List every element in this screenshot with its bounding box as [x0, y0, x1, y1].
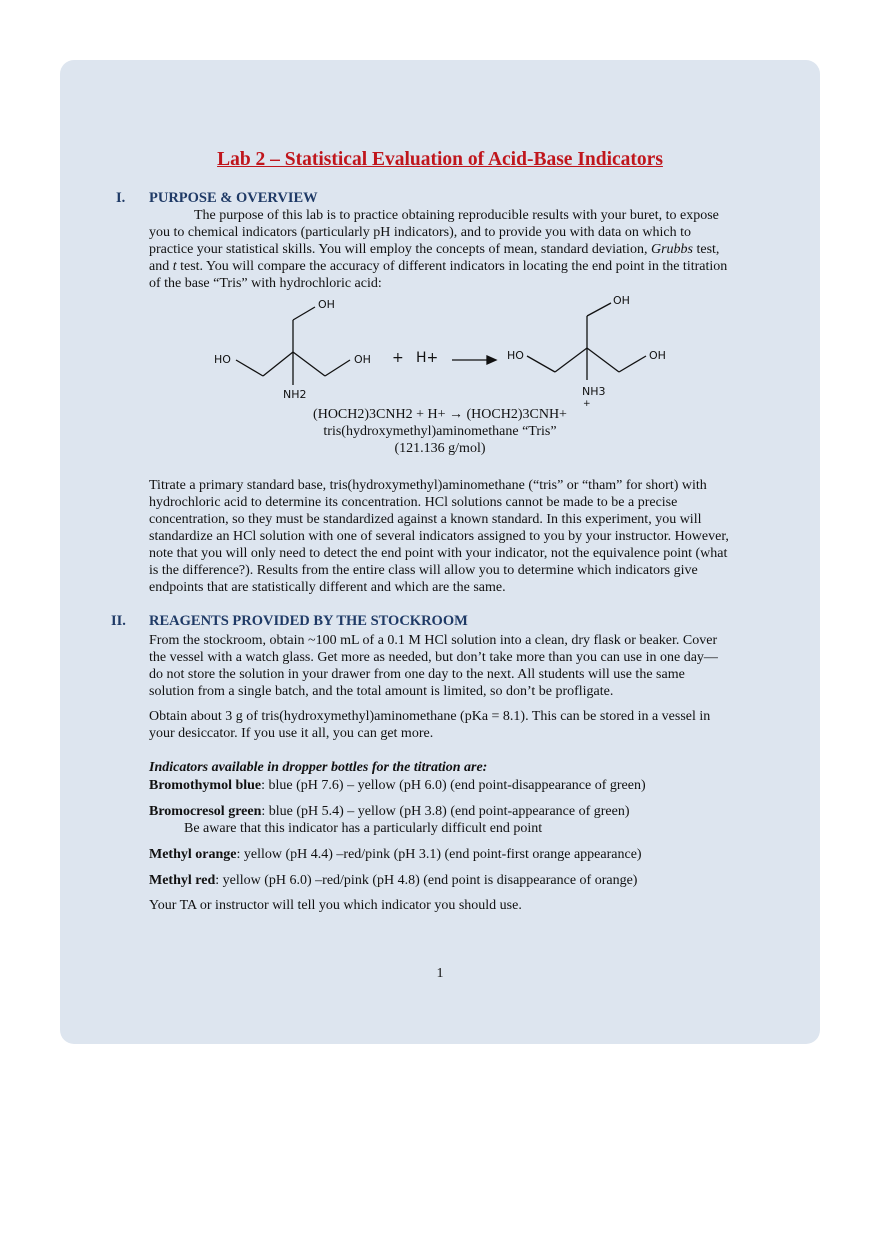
nh2-label: NH2	[283, 388, 307, 401]
purpose-paragraph: The purpose of this lab is to practice obtaining reproducible results with your buret, to expose you to chemical indicators (particularly pH indicators), and to provide you with data on which to practice your statistical skills. You will employ the concepts of mean, standard deviation, Grubbs test, and t test. You will compare the accuracy of different indicators in locating the end point in the titration of the base “Tris” with hydrochloric acid:	[149, 208, 728, 291]
t-term: t	[172, 259, 177, 274]
section-2-heading: REAGENTS PROVIDED BY THE STOCKROOM	[149, 613, 468, 629]
tris-paragraph: Obtain about 3 g of tris(hydroxymethyl)aminomethane (pKa = 8.1). This can be stored in a vessel in your desiccator. If you use it all, you can get more.	[149, 709, 711, 741]
oh-label: OH	[649, 349, 666, 362]
oh-label: OH	[613, 294, 630, 307]
indicators-heading: Indicators available in dropper bottles for the titration are:	[149, 760, 488, 775]
indicator-item: Methyl orange: yellow (pH 4.4) –red/pink (pH 3.1) (end point-first orange appearance)	[149, 847, 642, 862]
indicator-item: Bromothymol blue: blue (pH 7.6) – yellow (pH 6.0) (end point-disappearance of green)	[149, 778, 646, 793]
tris-name: tris(hydroxymethyl)aminomethane “Tris”	[323, 424, 557, 439]
hcl-paragraph: From the stockroom, obtain ~100 mL of a 0.1 M HCl solution into a clean, dry flask or beaker. Cover the vessel with a watch glass. Get more as needed, but don’t take more than you can use in one day—do not store the solution in your drawer from one day to the next. All students will use the same solution from a single batch, and the total amount is limited, so don’t be profligate.	[149, 633, 718, 699]
oh-label: OH	[354, 353, 371, 366]
tris-reaction-diagram	[205, 290, 675, 410]
section-2-number: II.	[111, 613, 126, 629]
titration-paragraph: Titrate a primary standard base, tris(hydroxymethyl)aminomethane (“tris” or “tham” for short) with hydrochloric acid to determine its concentration. HCl solutions cannot be made to be a precise concentration, so they must be standardized against a known standard. In this experiment, you will standardize an HCl solution with one of several indicators assigned to you by your instructor. However, note that you will only need to detect the end point with your indicator, not the equivalence point (what is the difference?). Results from the entire class will allow you to determine which indicators give endpoints that are statistically different and which are the same.	[149, 478, 729, 595]
indicator-item: Bromocresol green: blue (pH 5.4) – yellow (pH 3.8) (end point-appearance of green)	[149, 804, 630, 819]
page-number: 1	[436, 966, 444, 981]
section-1-heading: PURPOSE & OVERVIEW	[149, 190, 318, 206]
molar-mass: (121.136 g/mol)	[394, 441, 486, 456]
section-1-number: I.	[116, 190, 126, 206]
plus-sign: +	[392, 350, 404, 366]
proton-label: H+	[416, 350, 439, 366]
indicator-item: Methyl red: yellow (pH 6.0) –red/pink (pH 4.8) (end point is disappearance of orange)	[149, 873, 638, 888]
ho-label: HO	[214, 353, 231, 366]
reaction-formula: (HOCH2)3CNH2 + H+ → (HOCH2)3CNH+	[313, 407, 567, 422]
grubbs-term: Grubbs	[650, 242, 693, 257]
nh3-label: NH3	[582, 385, 606, 398]
oh-label: OH	[318, 298, 335, 311]
closing-line: Your TA or instructor will tell you which indicator you should use.	[149, 898, 522, 913]
page-title: Lab 2 – Statistical Evaluation of Acid-Base Indicators	[217, 149, 663, 170]
ammonium-charge: +	[583, 399, 591, 409]
bromocresol-note: Be aware that this indicator has a particularly difficult end point	[184, 821, 543, 836]
ho-label: HO	[507, 349, 524, 362]
